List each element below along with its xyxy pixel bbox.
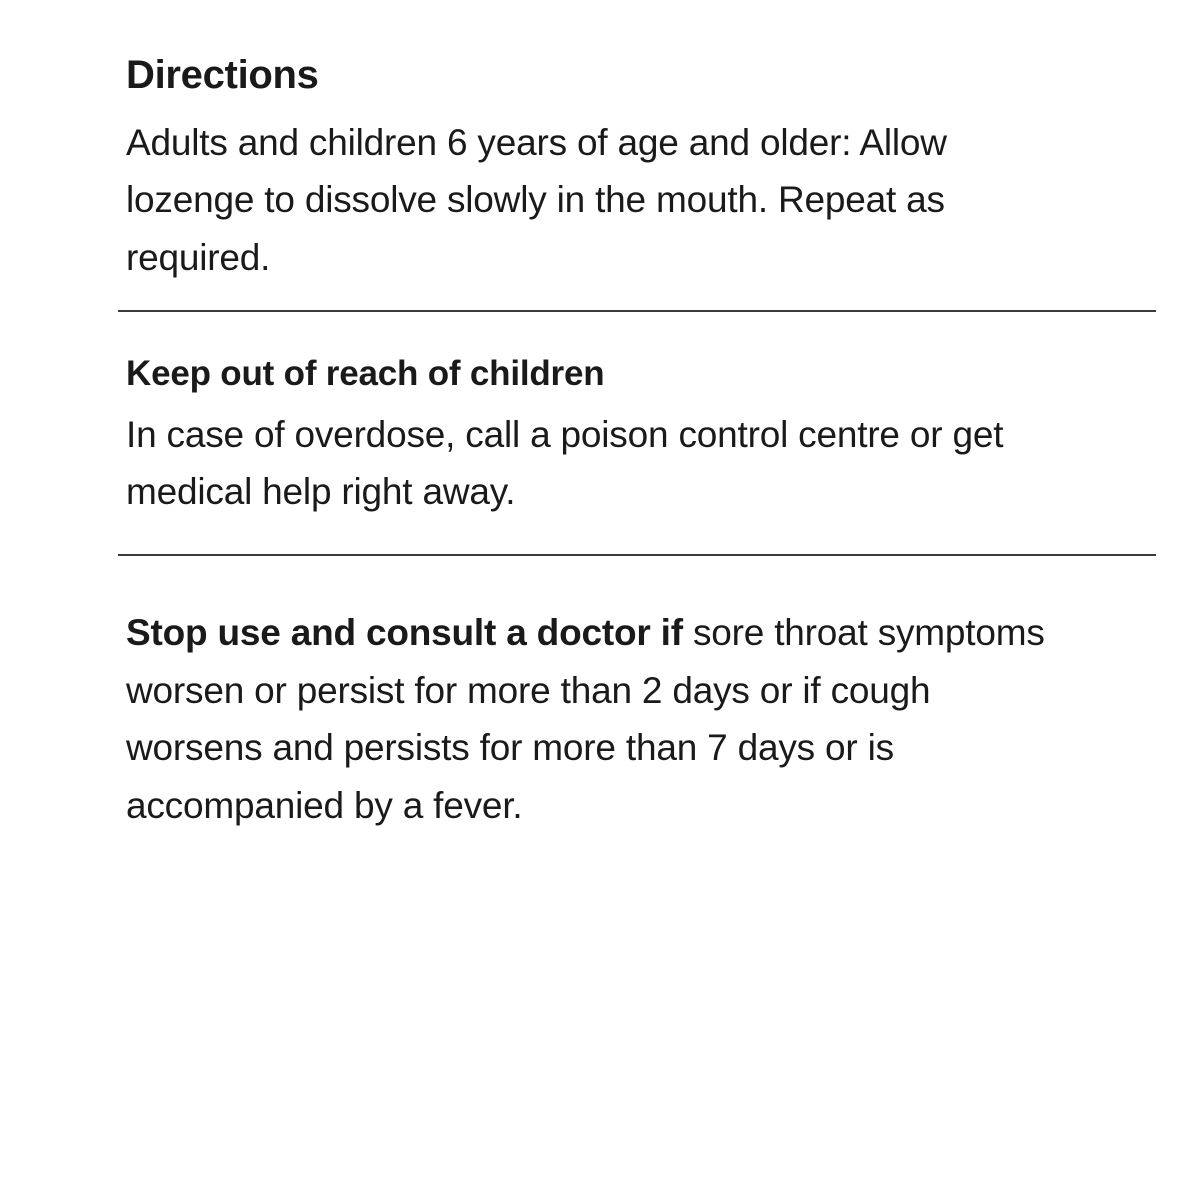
- section-directions: [118, 50, 1160, 286]
- directions-body: Adults and children 6 years of age and older: Allow lozenge to dissolve slowly in the mouth. Repeat as required.: [126, 122, 947, 278]
- keep-out-of-reach-heading: Keep out of reach of children: [126, 354, 605, 394]
- divider-1: [118, 310, 1156, 312]
- stop-use-heading: Stop use and consult a doctor if: [126, 612, 683, 654]
- keep-out-of-reach-body: In case of overdose, call a poison control centre or get medical help right away.: [126, 413, 1004, 513]
- divider-2: [118, 554, 1156, 556]
- stop-use-body: sore throat symptoms worsen or persist for more than 2 days or if cough worsens and persists for more than 7 days or is accompanied by a fever.: [126, 612, 1045, 826]
- stop-use-paragraph: [126, 604, 1066, 833]
- section-keep-out-of-reach: [118, 352, 1160, 520]
- directions-heading: Directions: [126, 53, 319, 97]
- section-stop-use: [118, 604, 1160, 833]
